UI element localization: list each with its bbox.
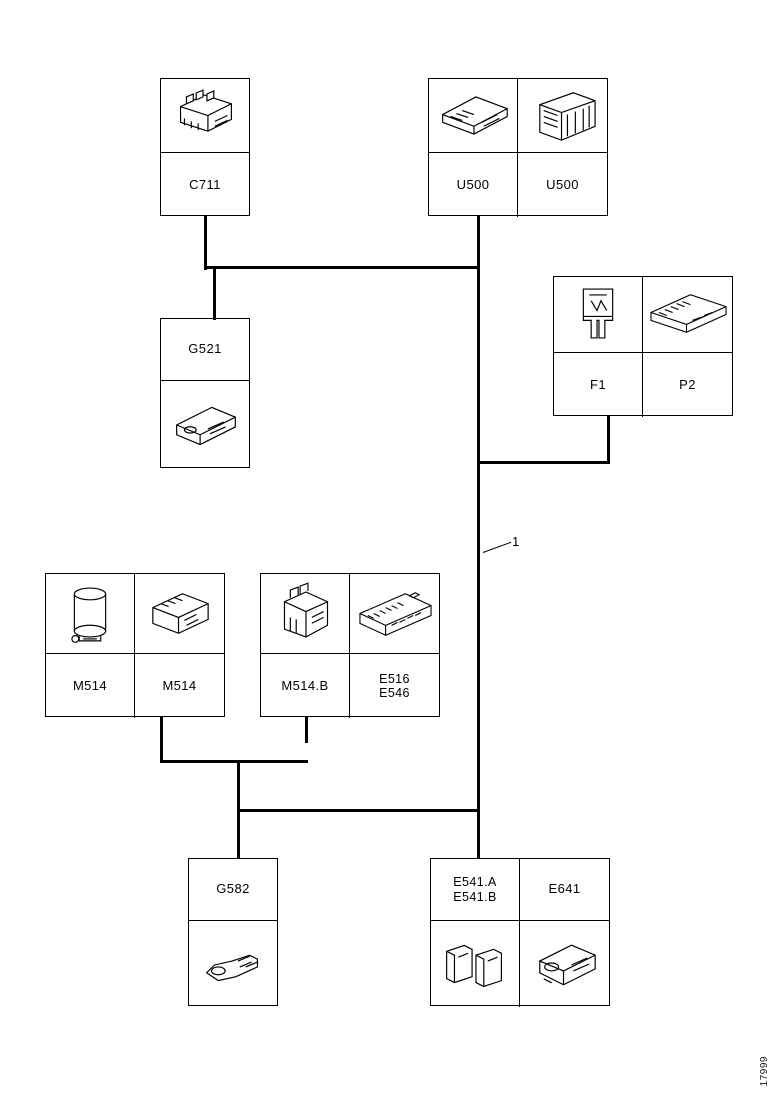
node-f1-p2-label-cell	[554, 353, 643, 417]
node-u500-label-cell	[518, 153, 607, 217]
wire-m514-join	[160, 760, 308, 763]
node-g582-row-0	[189, 859, 277, 921]
wire-g582-drop	[237, 809, 240, 859]
node-m514b-e516-e546-label-cell	[350, 654, 439, 718]
node-c711-label-cell	[161, 153, 249, 217]
node-g582[interactable]	[188, 858, 278, 1006]
fuse-blade-icon	[554, 277, 643, 353]
node-m514[interactable]	[45, 573, 225, 717]
node-m514b-e516-e546-row-0	[261, 574, 439, 654]
node-u500-row-1	[429, 153, 607, 217]
node-m514b-e516-e546[interactable]	[260, 573, 440, 717]
node-e541-label: E641	[548, 881, 581, 897]
node-m514-row-1	[46, 654, 224, 718]
wire-c711-to-trunk	[204, 266, 478, 269]
ground-strap-icon	[161, 381, 249, 469]
wire-m514b-down	[305, 717, 308, 743]
node-e541-row-0	[431, 859, 609, 921]
wire-c711-down	[204, 216, 207, 270]
node-g582-label: G582	[216, 881, 250, 897]
module-flat-icon	[429, 79, 518, 153]
node-c711-row-1	[161, 153, 249, 217]
node-m514-row-0	[46, 574, 224, 654]
motor-cylinder-icon	[46, 574, 135, 654]
wire-u500-trunk	[477, 216, 480, 816]
ground-eyelet-icon	[189, 921, 277, 1007]
node-m514b-e516-e546-row-1	[261, 654, 439, 718]
wire-join-down	[237, 760, 240, 812]
node-m514-label-cell	[135, 654, 224, 718]
lamp-socket-icon	[520, 921, 609, 1007]
drawing-reference-code: 17999	[759, 1055, 770, 1086]
node-m514-label-cell	[46, 654, 135, 718]
node-u500-label-cell	[429, 153, 518, 217]
node-g521[interactable]	[160, 318, 250, 468]
node-m514b-e516-e546-label-cell	[261, 654, 350, 718]
wire-g521-drop	[213, 266, 216, 320]
node-e541[interactable]	[430, 858, 610, 1006]
module-box-icon	[518, 79, 607, 153]
wire-m514-down	[160, 717, 163, 763]
node-c711-label: C711	[189, 176, 221, 192]
wire-bottom-bus	[237, 809, 480, 812]
node-g521-label-cell	[161, 319, 249, 381]
node-g521-label: G521	[188, 341, 222, 357]
callout-label: 1	[512, 534, 520, 549]
node-f1-p2[interactable]	[553, 276, 733, 416]
wire-e541-drop	[477, 809, 480, 859]
node-f1-p2-label-cell	[643, 353, 732, 417]
node-u500-row-0	[429, 79, 607, 153]
node-f1-p2-label: P2	[679, 376, 696, 392]
node-u500[interactable]	[428, 78, 608, 216]
node-f1-p2-label: F1	[590, 376, 606, 392]
fuse-box-panel-icon	[643, 277, 732, 353]
node-g582-row-1	[189, 921, 277, 1007]
multipin-connector-icon	[350, 574, 439, 654]
node-e541-label-cell	[431, 859, 520, 921]
node-m514-label: M514	[72, 677, 108, 693]
node-g521-row-1	[161, 381, 249, 469]
node-u500-label: U500	[546, 176, 579, 192]
node-c711-row-0	[161, 79, 249, 153]
wire-f1p2-to-trunk	[477, 461, 610, 464]
node-u500-label: U500	[456, 176, 490, 192]
node-f1-p2-row-0	[554, 277, 732, 353]
dual-relay-icon	[431, 921, 520, 1007]
connector-plug-icon	[261, 574, 350, 654]
wire-f1p2-down	[607, 416, 610, 464]
node-e541-label: E541.A E541.B	[453, 875, 497, 904]
node-m514b-e516-e546-label: E516 E546	[379, 671, 410, 700]
node-g521-row-0	[161, 319, 249, 381]
node-e541-label-cell	[520, 859, 609, 921]
node-m514-label: M514	[162, 677, 197, 693]
connector-block-icon	[161, 79, 249, 153]
node-e541-row-1	[431, 921, 609, 1007]
relay-module-icon	[135, 574, 224, 654]
node-c711[interactable]	[160, 78, 250, 216]
node-f1-p2-row-1	[554, 353, 732, 417]
node-m514b-e516-e546-label: M514.B	[281, 677, 329, 693]
node-g582-label-cell	[189, 859, 277, 921]
